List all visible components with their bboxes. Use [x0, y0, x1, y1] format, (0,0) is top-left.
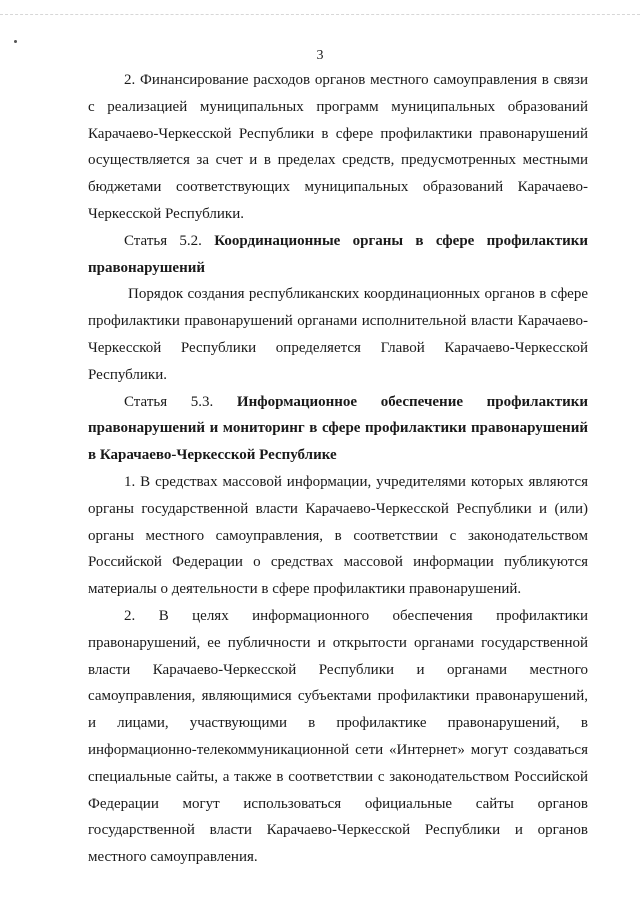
article-5-2-label: Статья 5.2.	[124, 232, 202, 249]
paragraph-information-support: 2. В целях информационного обеспечения профилактики правонарушений, ее публичности и открытости органами государственной власти Карачаево-Черкесской Республики и органами местного самоуправления, являющимися субъектами профилактики правонарушений, и лицами, участвующими в профилактике правонарушений, в информационно-телекоммуникационной сети «Интернет» могут создаваться специальные сайты, а также в соответствии с законодательством Российской Федерации могут использоваться официальные сайты органов государственной власти Карачаево-Черкесской Республики и органов местного самоуправления.	[88, 607, 588, 866]
paragraph-mass-media: 1. В средствах массовой информации, учредителями которых являются органы государственной власти Карачаево-Черкесской Республики и (или) органы местного самоуправления, в соответствии с законодательством Российской Федерации о средствах массовой информации публикуются материалы о деятельности в сфере профилактики правонарушений.	[88, 473, 588, 598]
scan-edge-line	[0, 14, 640, 15]
scan-speck	[14, 40, 17, 43]
paragraph-financing: 2. Финансирование расходов органов местного самоуправления в связи с реализацией муниципальных программ муниципальных образований Карачаево-Черкесской Республики в сфере профилактики правонарушений осуществляется за счет и в пределах средств, предусмотренных местными бюджетами соответствующих муниципальных образований Карачаево-Черкесской Республики.	[88, 72, 588, 222]
page-number: 3	[316, 48, 324, 63]
article-5-3-title: Информационное обеспечение профилактики правонарушений и мониторинг в сфере профилактики правонарушений в Карачаево-Черкесской Республике	[88, 393, 589, 464]
paragraph-coordination-procedure: Порядок создания республиканских координационных органов в сфере профилактики правонарушений органами исполнительной власти Карачаево-Черкесской Республики определяется Главой Карачаево-Черкесской Республики.	[88, 286, 588, 383]
document-body	[88, 67, 588, 871]
article-5-3-heading	[88, 389, 588, 469]
article-5-2-heading	[88, 228, 588, 282]
article-5-2-title: Координационные органы в сфере профилактики правонарушений	[88, 232, 588, 276]
article-5-3-label: Статья 5.3.	[124, 393, 214, 410]
